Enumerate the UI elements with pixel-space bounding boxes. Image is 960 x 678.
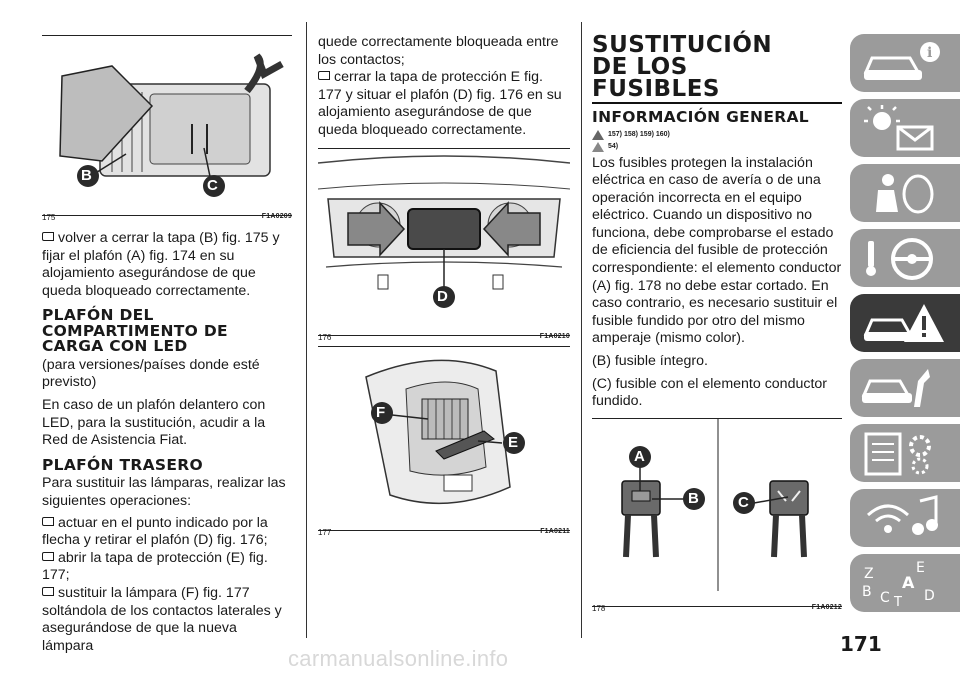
list-item: actuar en el punto indicado por la flecha y retirar el plafón (D) fig. 176; xyxy=(42,514,268,549)
list-item: abrir la tapa de protección (E) fig. 177; xyxy=(42,549,268,584)
car-info-icon xyxy=(858,38,948,88)
figure-175 xyxy=(42,35,292,222)
callout-c: C xyxy=(738,493,749,511)
column-middle xyxy=(318,0,570,537)
caution-icon xyxy=(592,142,604,152)
dashboard-lights-icon xyxy=(858,103,948,153)
callout-b: B xyxy=(81,167,92,184)
column-divider xyxy=(306,22,307,638)
fuse-intro: Los fusibles protegen la instalación eléctrica en caso de avería o de una operación incorrecta en el equipo eléctrico. Cuando un dispositivo no funciona, debe comprobarse el estado de eficiencia del fusible de protección correspondiente: el elemento conductor (A) fig. 178 no debe estar cortado. En caso contrario, es necesario sustituir el fusible fundido por otro del mismo amperaje (mismo color). xyxy=(592,154,842,347)
subsection-title: INFORMACIÓN GENERAL xyxy=(592,108,809,126)
technical-data-icon xyxy=(858,428,948,478)
figure-number: 178 xyxy=(592,603,606,613)
figure-number: 175 xyxy=(42,213,56,222)
fig178-illustration xyxy=(592,419,842,591)
figure-176 xyxy=(318,148,570,342)
figure-number: 176 xyxy=(318,332,332,342)
callout-e: E xyxy=(508,433,519,451)
figure-code: F1A0212 xyxy=(811,603,842,611)
figure-code: F1A0210 xyxy=(539,332,570,340)
bullet-icon xyxy=(42,232,54,241)
heading-rear-light: PLAFÓN TRASERO xyxy=(42,455,203,474)
list-item: volver a cerrar la tapa (B) fig. 175 y fijar el plafón (A) fig. 174 en su alojamiento asegurándose de que queda bloqueado correctamente. xyxy=(42,230,280,299)
index-icon xyxy=(858,558,948,608)
emergency-breakdown-icon xyxy=(858,298,948,348)
caution-refs: 54) xyxy=(592,142,842,152)
column-left xyxy=(42,0,292,655)
fig177-illustration xyxy=(318,347,570,515)
svg-text:i: i xyxy=(927,45,933,61)
tab-index[interactable] xyxy=(850,554,960,612)
index-letter: B xyxy=(862,584,872,600)
bullet-icon xyxy=(318,71,330,80)
safety-airbag-icon xyxy=(858,168,948,218)
fuse-c: (C) fusible con el elemento conductor fundido. xyxy=(592,375,828,410)
tab-car-info[interactable] xyxy=(850,34,960,92)
bullet-icon xyxy=(42,517,54,526)
index-letter: D xyxy=(924,588,935,604)
callout-a: A xyxy=(634,447,645,465)
callout-b: B xyxy=(688,489,699,507)
chapter-tabs xyxy=(850,34,960,619)
callout-f: F xyxy=(376,403,386,421)
tab-emergency[interactable] xyxy=(850,294,960,352)
multimedia-icon xyxy=(858,493,948,543)
figure-code: F1A0209 xyxy=(261,213,292,220)
figure-code: F1A0211 xyxy=(540,527,570,535)
index-letter: A xyxy=(902,573,915,592)
index-letter: E xyxy=(916,560,925,576)
bullet-icon xyxy=(42,587,54,596)
fig175-callouts xyxy=(42,36,292,202)
figure-178 xyxy=(592,418,842,613)
fuse-b: (B) fusible íntegro. xyxy=(592,353,708,370)
title-rule xyxy=(592,102,842,104)
tab-safety[interactable] xyxy=(850,164,960,222)
index-letter: Z xyxy=(864,566,874,582)
heading-cargo-light: PLAFÓN DEL COMPARTIMENTO DE CARGA CON LED xyxy=(42,306,228,356)
rear-text: Para sustituir las lámparas, realizar las siguientes operaciones: xyxy=(42,475,286,509)
callout-d: D xyxy=(437,287,448,305)
column-right xyxy=(592,0,842,613)
warning-refs: 157) 158) 159) 160) xyxy=(592,130,842,140)
tab-dashboard-lights[interactable] xyxy=(850,99,960,157)
cargo-text: En caso de un plafón delantero con LED, para la sustitución, acudir a la Red de Asistencia Fiat. xyxy=(42,397,266,449)
tab-maintenance[interactable] xyxy=(850,359,960,417)
section-title: SUSTITUCIÓN DE LOS FUSIBLES xyxy=(592,32,773,102)
figure-number: 177 xyxy=(318,527,332,537)
steering-start-icon xyxy=(858,233,948,283)
tab-steering-start[interactable] xyxy=(850,229,960,287)
column-divider xyxy=(581,22,582,638)
list-item: sustituir la lámpara (F) fig. 177 soltándola de los contactos laterales y asegurándose de que la nueva lámpara xyxy=(42,584,282,654)
watermark: carmanualsonline.info xyxy=(288,646,509,671)
bullet-icon xyxy=(42,552,54,561)
tab-multimedia[interactable] xyxy=(850,489,960,547)
maintenance-icon xyxy=(858,363,948,413)
figure-177 xyxy=(318,346,570,537)
callout-c: C xyxy=(207,177,218,194)
cargo-note: (para versiones/países donde esté previsto) xyxy=(42,356,260,391)
list-item: cerrar la tapa de protección E fig. 177 y situar el plafón (D) fig. 176 en su alojamiento asegurándose de que queda bloqueado correctamente. xyxy=(318,69,562,138)
continued-text: quede correctamente bloqueada entre los contactos; xyxy=(318,34,559,68)
index-letter: T xyxy=(894,595,902,608)
tab-technical-data[interactable] xyxy=(850,424,960,482)
index-letter: C xyxy=(880,590,890,606)
warning-icon xyxy=(592,130,604,140)
page-number: 171 xyxy=(840,632,882,656)
